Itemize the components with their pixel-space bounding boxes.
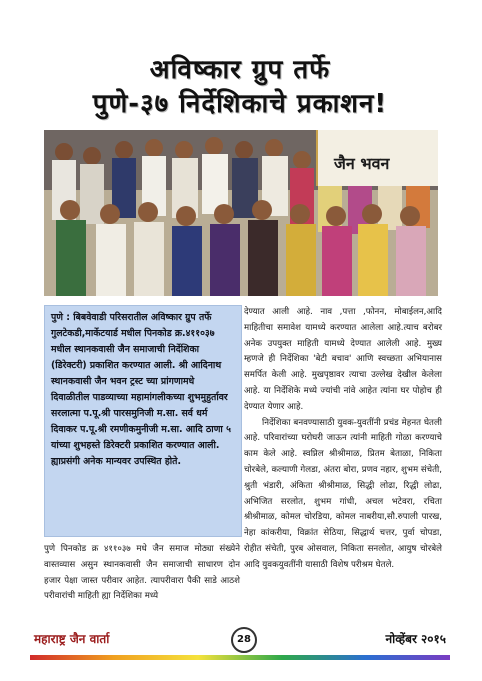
photo-banner-text: जैन भवन bbox=[334, 154, 390, 173]
intro-text: पुणे : बिबवेवाडी परिसरातील अविष्कार ग्रुप तर्फे गुलटेकडी,मार्केटयार्ड मधील पिनकोड क्र.४११०३७ मधील स्थानकवासी जैन समाजाची निर्देशिका (डिरेक्टरी) प्रकाशित करण्यात आली. श्री आदिनाथ स्थानकवासी जैन भवन ट्रस्ट च्या प्रांगणामधे दिवाळीतील पाडव्याच्या महामांगलीकच्या शुभमुहुर्तावर सरलात्मा प.पू.श्री पारसमुनिजी म.सा. सर्व धर्म दिवाकर प.पू.श्री रमणीकमुनीजी म.सा. आदि ठाणा ५ यांच्या शुभहस्ते डिरेक्टरी प्रकाशित करण्यात आली. ह्याप्रसंगी अनेक मान्यवर उपस्थित होते. bbox=[51, 312, 231, 467]
body-left-column bbox=[44, 542, 240, 605]
body-right-column bbox=[244, 305, 442, 574]
footer-color-bar bbox=[30, 655, 450, 660]
group-photo bbox=[44, 130, 438, 296]
intro-highlight-box bbox=[44, 305, 242, 537]
page-number: 28 bbox=[231, 627, 257, 653]
headline-line-1: अविष्कार ग्रुप तर्फे bbox=[149, 55, 331, 85]
headline-line-2: पुणे-३७ निर्देशिकाचे प्रकाशन! bbox=[92, 89, 388, 119]
publication-name: महाराष्ट्र जैन वार्ता bbox=[34, 632, 110, 646]
photo-banner bbox=[316, 130, 438, 186]
body-right-paragraph-2: निर्देशिका बनवण्यासाठी युवक-युवतींनी प्रचंड मेहनत घेतली आहे. परिवारांच्या घरोघरी जाऊन त्यांनी माहिती गोळा करण्याचे काम केले आहे. स्वप्निल श्रीश्रीमाळ, प्रितम बेताळा, निकिता चोरबेले, कल्याणी गेलडा, अंतरा बोरा, प्रणव नहार, शुभम संचेती, श्रुती भंडारी, अंकिता श्रीश्रीमाळ, सिद्धी लोढा, रिद्धी लोढा, अभिजित सरलोत, शुभम गांधी, अचल भटेवरा, रचिता श्रीश्रीमाळ, कोमल चोरडिया, कोमल नाबरीया,सौ.रुपाली पारख, नेहा कांकरीया, विक्रांत सेठिया, सिद्धार्थ चत्तर, पुर्वा चोपडा, रोहीत संचेती, पुरब ओसवाल, निकिता सनलोत, आयुष चोरबेले आदि युवकयुवतींनी यासाठी विशेष परीश्रम घेतले. bbox=[244, 417, 442, 570]
issue-date: नोव्हेंबर २०१५ bbox=[385, 632, 446, 646]
headline bbox=[30, 53, 450, 121]
body-right-paragraph-1: देण्यात आली आहे. नाव ,पत्ता ,फोनन, मोबाईलन,आदि माहितीचा समावेश यामध्ये करण्यात आलेला आहे.त्याच बरोबर अनेक उपयुक्त माहिती यामध्ये देण्यात आलेली आहे. मुख्य म्हणजे ही निर्देशिका 'बेटी बचाव' आणि स्वच्छता अभियानास समर्पित केली आहे. मुखपृष्ठावर त्याचा उल्लेख देखील केलेला आहे. या निर्देशिके मध्ये ज्यांची नांवे आहेत त्यांना घर पोहोच ही देण्यात येणार आहे. bbox=[244, 307, 442, 412]
body-left-paragraph: पुणे पिनकोड क्र ४११०३७ मधे जैन समाज मोठ्या संख्येने वास्तव्यास असुन स्थानकवासी जैन समाजाची साधारण दोन हजार पेक्षा जास्त परीवार आहेत. त्यापरीवारा पैकी साडे आठशे परीवारांची माहिती ह्या निर्देशिका मध्ये bbox=[44, 544, 240, 602]
